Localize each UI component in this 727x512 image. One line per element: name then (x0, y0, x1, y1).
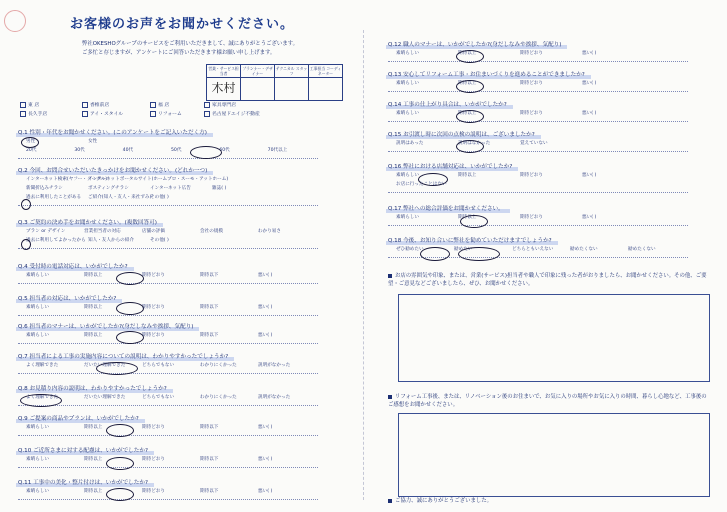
answer-option[interactable]: 期待どおり (142, 425, 165, 430)
answer-option[interactable]: 期待どおり (520, 81, 543, 86)
answer-option[interactable]: 期待どおり (520, 111, 543, 116)
question-label (18, 322, 193, 330)
handwritten-circle-mark (460, 215, 488, 228)
comment-box-2[interactable] (398, 413, 710, 497)
branch-label: 香椎前店 (90, 103, 110, 108)
answer-option[interactable]: 勧めたくない (628, 247, 656, 252)
answer-option[interactable]: わかり易さ (258, 229, 281, 234)
answer-option[interactable]: 30代 (74, 148, 85, 153)
answer-option[interactable]: 素晴らしい (26, 273, 49, 278)
question-label (388, 130, 535, 138)
answer-option[interactable]: 期待どおり (520, 215, 543, 220)
answer-option[interactable]: 60代 (219, 148, 230, 153)
answer-option[interactable]: 期待以上 (458, 51, 477, 56)
question-text: Q.11 工事中の美化・整片付けは、いかがでしたか? (18, 480, 148, 486)
handwritten-circle-mark (116, 272, 144, 285)
answer-option[interactable]: 雑誌( ) (212, 186, 227, 191)
intro-line: ご多忙と存じますが、アンケートにご回答いただきます様お願い申し上げます。 (82, 50, 276, 56)
question-block (18, 128, 288, 153)
answer-option[interactable]: 期待以上 (84, 425, 103, 430)
checkbox-icon[interactable] (150, 111, 156, 117)
answer-option[interactable]: 過去に利用してよかったから (26, 238, 86, 243)
handwritten-circle-mark (106, 457, 134, 470)
divider (18, 405, 318, 406)
divider (18, 435, 318, 436)
answer-option[interactable]: 悪い( ) (582, 111, 597, 116)
answer-option[interactable]: その他( ) (150, 195, 169, 200)
answer-option[interactable]: 素晴らしい (396, 173, 419, 178)
divider (18, 315, 318, 316)
handwritten-circle-mark (458, 247, 500, 261)
answer-option[interactable]: ぜひ勧めたい (396, 247, 424, 252)
branch-option[interactable] (82, 110, 123, 117)
handwritten-circle-mark (456, 50, 484, 63)
answer-option[interactable]: わかりにくかった (200, 363, 237, 368)
answer-option[interactable]: 期待どおり (142, 457, 165, 462)
answer-option[interactable]: 素晴らしい (26, 305, 49, 310)
question-label (18, 166, 207, 174)
answer-option[interactable]: 70代以上 (267, 148, 288, 153)
staff-signature-cell[interactable] (241, 78, 275, 101)
answer-option[interactable]: 悪い( ) (258, 457, 273, 462)
answer-option[interactable]: 知人・友人からの紹介 (88, 238, 134, 243)
question-text: Q.17 弊社への総合評価をお聞かせください。 (388, 206, 504, 212)
question-block (388, 236, 656, 252)
question-label (388, 236, 552, 244)
intro-text (82, 40, 342, 58)
staff-header: テクニカル スタッフ (275, 66, 308, 76)
answer-option[interactable]: 男性 (26, 139, 36, 144)
comment-box-2-note: リフォーム工事後、または、リノベーション後のお住まいで、お気に入りの場所やお気に入りの時間、暮らし心地など、工事後のご感想をお聞かせください。 (388, 394, 707, 408)
answer-option[interactable]: 悪い( ) (582, 173, 597, 178)
answer-option[interactable]: 悪い( ) (258, 333, 273, 338)
checkbox-icon[interactable] (204, 111, 210, 117)
answer-option[interactable]: 期待以下 (200, 333, 219, 338)
answer-option[interactable]: 40代 (122, 148, 134, 153)
answer-option[interactable]: 期待以下 (200, 305, 219, 310)
divider (18, 373, 318, 374)
divider (18, 248, 318, 249)
answer-option[interactable]: 過去に利用したことがある (26, 195, 82, 200)
answer-option[interactable]: 説明はなかった (458, 141, 491, 146)
branch-option[interactable] (150, 110, 182, 117)
question-text: Q.3 ご契約の決め手をお聞かせください。(複数回答可) (18, 220, 157, 226)
answer-option[interactable]: 素晴らしい (26, 489, 49, 494)
handwritten-signature: 木村 (211, 80, 236, 95)
answer-option[interactable]: 悪い( ) (258, 425, 273, 430)
question-block (388, 100, 597, 116)
question-label (18, 414, 139, 422)
divider (388, 151, 688, 152)
branch-label: 東 店 (28, 103, 40, 108)
question-block (18, 414, 273, 430)
answer-option[interactable]: だいたい理解できた (84, 395, 126, 400)
answer-option[interactable]: 期待どおり (142, 305, 165, 310)
answer-option[interactable]: 期待以下 (200, 273, 219, 278)
question-label (18, 262, 128, 270)
divider (388, 91, 688, 92)
question-block (388, 130, 548, 146)
branch-option[interactable] (20, 101, 39, 108)
staff-signature-cell[interactable] (207, 78, 241, 101)
answer-option[interactable]: 女性 (88, 139, 98, 144)
answer-option[interactable]: 期待どおり (520, 51, 543, 56)
answer-option[interactable]: インターネット検索(ヤフー・グーグル) (26, 177, 107, 182)
question-block (18, 352, 291, 368)
answer-option[interactable]: 期待以上 (458, 111, 477, 116)
answer-option[interactable]: 説明がなかった (258, 395, 291, 400)
answer-option[interactable]: 店舗の評価 (142, 229, 165, 234)
divider (18, 205, 318, 206)
handwritten-circle-mark (456, 110, 484, 123)
question-label (18, 128, 207, 136)
answer-option[interactable]: 会社の規模 (200, 229, 223, 234)
divider (388, 192, 688, 193)
answer-option[interactable]: どちらともいえない (512, 247, 554, 252)
checkbox-icon[interactable] (82, 111, 88, 117)
divider (388, 61, 688, 62)
square-bullet-icon (388, 395, 392, 399)
square-bullet-icon (388, 499, 392, 503)
handwritten-circle-mark (420, 247, 450, 261)
branch-label: 長久手店 (28, 112, 48, 117)
answer-option[interactable]: 期待以上 (84, 489, 103, 494)
answer-option[interactable]: 期待以下 (200, 457, 219, 462)
answer-option[interactable]: 覚えていない (520, 141, 548, 146)
question-label (388, 204, 504, 212)
answer-option[interactable]: 期待以上 (458, 81, 477, 86)
question-text: Q.16 弊社における店舗対応は、いかがでしたか? (388, 164, 513, 170)
question-block (388, 40, 597, 56)
question-label (18, 446, 148, 454)
handwritten-circle-mark (456, 80, 484, 93)
divider (18, 499, 318, 500)
answer-option[interactable]: 説明がなかった (258, 363, 291, 368)
comment-box-1-note: お店の雰囲気や印象、または、営業(サービス)担当者や職人で印象に残った者がおりましたら、お聞かせください。その他、ご要望・ご意見などございましたら、ぜひ、お聞かせください。 (388, 273, 707, 287)
checkbox-icon[interactable] (82, 102, 88, 108)
branch-option[interactable] (82, 101, 109, 108)
answer-option[interactable]: 期待どおり (142, 489, 165, 494)
question-text: Q.14 工事の仕上がり具合は、いかがでしたか? (388, 102, 507, 108)
answer-option[interactable]: 素晴らしい (26, 425, 49, 430)
question-label (388, 70, 585, 78)
company-seal-stamp (4, 10, 26, 32)
question-label (18, 352, 228, 360)
handwritten-circle-mark (116, 302, 144, 315)
answer-option[interactable]: 素晴らしい (26, 333, 49, 338)
branch-label: 名古屋ドエイジ不動産 (212, 112, 260, 117)
question-text: Q.6 担当者のマナーは、いかがでしたか?(身だしなみや挨拶、気配り) (18, 324, 194, 330)
answer-option[interactable]: 期待どおり (142, 273, 165, 278)
question-text: Q.8 お見積り内容の説明は、わかりやすかったでしょうか? (18, 386, 167, 392)
handwritten-circle-mark (190, 146, 222, 159)
checkbox-icon[interactable] (20, 102, 26, 108)
staff-signature-cell[interactable] (275, 78, 309, 101)
checkbox-icon[interactable] (204, 102, 210, 108)
question-block (18, 322, 273, 338)
question-block (388, 162, 597, 187)
answer-option[interactable]: 新聞折込みチラシ (26, 186, 63, 191)
question-block (18, 262, 273, 278)
answer-option[interactable]: 悪い( ) (582, 81, 597, 86)
branch-label: アイ・スタイル (90, 112, 124, 117)
question-text: Q.15 お引渡し時に次回の点検の説明は、ございましたか? (388, 132, 535, 138)
question-block (18, 384, 291, 400)
staff-header: 工事担当 コーディネーター (309, 66, 342, 76)
question-label (388, 162, 512, 170)
question-text: Q.4 受付時の電話対応は、いかがでしたか? (18, 264, 128, 270)
question-block (18, 294, 273, 310)
answer-option[interactable]: 期待以上 (458, 215, 477, 220)
answer-option[interactable]: 期待どおり (520, 173, 543, 178)
column-divider (363, 30, 364, 500)
question-text: Q.9 ご提案の商品やプランは、いかがでしたか? (18, 416, 139, 422)
answer-option[interactable]: 悪い( ) (582, 215, 597, 220)
answer-option[interactable]: 50代 (171, 148, 182, 153)
checkbox-icon[interactable] (150, 102, 156, 108)
question-block (18, 218, 281, 243)
staff-header: 営業・サービス担当者 (208, 66, 239, 76)
question-text: Q.2 今回、お問合せいただいたきっかけをお聞かせください。(どれか一つ) (18, 168, 208, 174)
answer-option[interactable]: 素晴らしい (396, 111, 419, 116)
answer-option[interactable]: 期待以上 (458, 173, 477, 178)
answer-option[interactable]: 期待以上 (84, 333, 103, 338)
answer-option[interactable]: 悪い( ) (582, 51, 597, 56)
answer-option[interactable]: 悪い( ) (258, 273, 273, 278)
answer-option[interactable]: その他( ) (150, 238, 169, 243)
branch-option[interactable] (204, 101, 236, 108)
divider (18, 467, 318, 468)
question-text: Q.13 安心してリフォーム工事・お住まいづくりを進めることができましたか? (388, 72, 585, 78)
answer-option[interactable]: 期待以上 (84, 457, 103, 462)
answer-option[interactable]: 悪い( ) (258, 305, 273, 310)
answer-option[interactable]: 期待以上 (84, 305, 103, 310)
handwritten-circle-mark (418, 173, 448, 186)
question-text: Q.12 職人のマナーは、いかがでしたか?(身だしなみや挨拶、気配り) (388, 42, 562, 48)
question-block (18, 446, 273, 462)
answer-option[interactable]: 期待以下 (200, 489, 219, 494)
branch-label: 家具専門店 (212, 103, 236, 108)
handwritten-circle-mark (21, 199, 31, 210)
divider (18, 343, 318, 344)
answer-option[interactable]: 悪い( ) (258, 489, 273, 494)
question-block (388, 204, 597, 220)
question-label (18, 384, 167, 392)
answer-option[interactable]: どちらでもない (142, 395, 175, 400)
page-title: お客様のお声をお聞かせください。 (70, 17, 295, 32)
square-bullet-icon (388, 274, 392, 278)
branch-option[interactable] (150, 101, 169, 108)
answer-option[interactable]: プラン or デザイン (26, 229, 66, 234)
question-label (18, 218, 157, 226)
staff-table (206, 64, 343, 101)
divider (388, 121, 688, 122)
question-label (388, 100, 507, 108)
handwritten-circle-mark (106, 488, 134, 501)
answer-option[interactable]: 勧めたくない (570, 247, 598, 252)
answer-option[interactable]: お店に行ったことはない (396, 182, 447, 187)
handwritten-circle-mark (106, 424, 134, 437)
divider (18, 158, 318, 159)
answer-option[interactable]: ご紹介(知人・友人・来社ずみ) (88, 195, 152, 200)
question-label (18, 294, 116, 302)
question-text: Q.5 担当者の対応は、いかがでしたか? (18, 296, 117, 302)
branch-option[interactable] (204, 110, 260, 117)
handwritten-circle-mark (20, 394, 62, 407)
answer-option[interactable]: 説明はあった (396, 141, 424, 146)
branch-option[interactable] (20, 110, 47, 117)
answer-option[interactable]: 期待以下 (200, 425, 219, 430)
answer-option[interactable]: 20代 (26, 148, 37, 153)
answer-option[interactable]: 素晴らしい (396, 81, 419, 86)
answer-option[interactable]: インターネット広告 (150, 186, 191, 191)
answer-option[interactable]: 期待以上 (84, 273, 103, 278)
answer-option[interactable]: 勧めたい (454, 247, 473, 252)
question-block (18, 166, 229, 200)
branch-label: リフォーム (158, 112, 182, 117)
answer-option[interactable]: 素晴らしい (396, 215, 419, 220)
question-text: Q.7 担当者による工事の実施内容についての説明は、わかりやすかったでしょうか? (18, 354, 229, 360)
question-label (18, 478, 148, 486)
intro-line: 弊社OKESHOグループのサービスをご利用いただきまして、誠にありがとうございます。 (82, 41, 298, 47)
footer-thanks: ご協力、誠にありがとうございました。 (388, 497, 492, 505)
answer-option[interactable]: インターネットポータルサイト(ホームプロ・スーモ・アットホーム) (88, 177, 229, 182)
answer-option[interactable]: だいたい理解できた (84, 363, 126, 368)
answer-option[interactable]: 期待どおり (142, 333, 165, 338)
divider (388, 225, 688, 226)
answer-option[interactable]: わかりにくかった (200, 395, 237, 400)
answer-option[interactable]: 素晴らしい (396, 51, 419, 56)
checkbox-icon[interactable] (20, 111, 26, 117)
question-block (388, 70, 597, 86)
answer-option[interactable]: 素晴らしい (26, 457, 49, 462)
handwritten-circle-mark (456, 140, 484, 153)
divider (18, 283, 318, 284)
answer-option[interactable]: よく理解できた (26, 395, 59, 400)
answer-option[interactable]: 営業担当者の対応 (84, 229, 121, 234)
branch-label: 福 店 (158, 103, 170, 108)
handwritten-circle-mark (116, 331, 144, 344)
question-text: Q.10 ご近所さまに対する配慮は、いかがでしたか? (18, 448, 148, 454)
question-text: Q.18 今後、お知り合いに弊社を勧めていただけますでしょうか? (388, 238, 552, 244)
answer-option[interactable]: どちらでもない (142, 363, 175, 368)
question-text: Q.1 性別・年代をお聞かせください。(このアンケートをご記入いただく方) (18, 130, 207, 136)
answer-option[interactable]: ポスティングチラシ (88, 186, 129, 191)
question-label (388, 40, 561, 48)
comment-box-1[interactable] (398, 294, 710, 382)
handwritten-circle-mark (21, 239, 31, 250)
handwritten-circle-mark (96, 362, 138, 375)
staff-header: プランナー・デザイナー (242, 66, 273, 76)
answer-option[interactable]: よく理解できた (26, 363, 59, 368)
staff-signature-cell[interactable] (309, 78, 343, 101)
question-block (18, 478, 273, 494)
handwritten-circle-mark (21, 137, 39, 148)
